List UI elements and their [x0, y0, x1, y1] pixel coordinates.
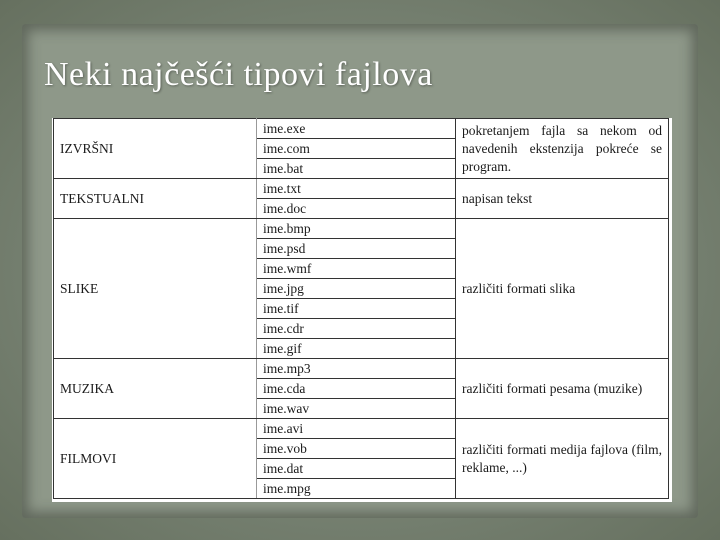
description-cell: različiti formati medija fajlova (film, reklame, ...): [456, 419, 669, 499]
table-row: [54, 179, 669, 199]
table-row: [54, 359, 669, 379]
extension-cell: ime.mpg: [257, 479, 456, 499]
extension-cell: ime.dat: [257, 459, 456, 479]
extension-cell: ime.mp3: [257, 359, 456, 379]
file-types-table-body: [54, 119, 669, 499]
extension-cell: ime.bat: [257, 159, 456, 179]
category-cell: FILMOVI: [54, 419, 257, 499]
slide-title: Neki najčešći tipovi fajlova: [44, 56, 433, 93]
extension-cell: ime.cdr: [257, 319, 456, 339]
category-cell: IZVRŠNI: [54, 119, 257, 179]
extension-cell: ime.jpg: [257, 279, 456, 299]
extension-cell: ime.psd: [257, 239, 456, 259]
category-cell: TEKSTUALNI: [54, 179, 257, 219]
extension-cell: ime.gif: [257, 339, 456, 359]
description-cell: pokretanjem fajla sa nekom od navedenih ekstenzija pokreće se program.: [456, 119, 669, 179]
file-types-table: [53, 118, 669, 499]
extension-cell: ime.vob: [257, 439, 456, 459]
category-cell: MUZIKA: [54, 359, 257, 419]
extension-cell: ime.wmf: [257, 259, 456, 279]
extension-cell: ime.txt: [257, 179, 456, 199]
file-types-table-container: [52, 118, 672, 502]
extension-cell: ime.doc: [257, 199, 456, 219]
description-cell: različiti formati slika: [456, 219, 669, 359]
description-cell: različiti formati pesama (muzike): [456, 359, 669, 419]
extension-cell: ime.cda: [257, 379, 456, 399]
table-row: [54, 119, 669, 139]
extension-cell: ime.tif: [257, 299, 456, 319]
extension-cell: ime.wav: [257, 399, 456, 419]
extension-cell: ime.exe: [257, 119, 456, 139]
table-row: [54, 219, 669, 239]
extension-cell: ime.bmp: [257, 219, 456, 239]
category-cell: SLIKE: [54, 219, 257, 359]
description-cell: napisan tekst: [456, 179, 669, 219]
extension-cell: ime.avi: [257, 419, 456, 439]
extension-cell: ime.com: [257, 139, 456, 159]
table-row: [54, 419, 669, 439]
